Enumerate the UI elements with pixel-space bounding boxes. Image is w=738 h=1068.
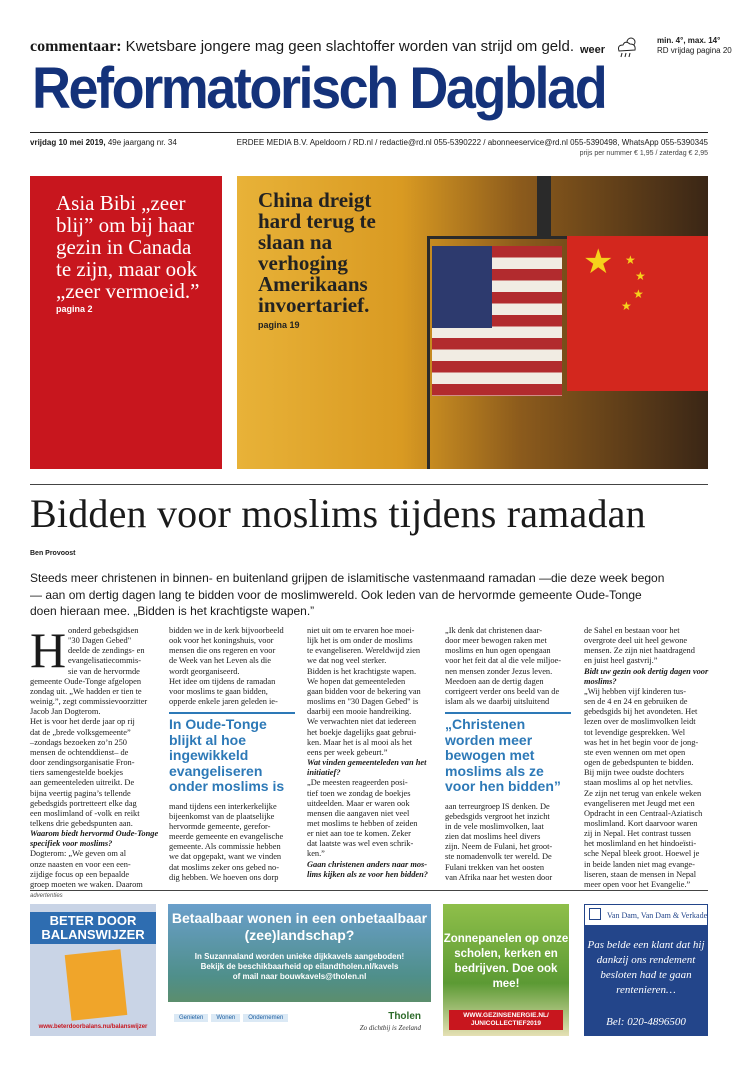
text-line: door zendingsorganisatie Fron- <box>30 758 135 768</box>
text-line: moslims en "30 Dagen Gebed" is <box>307 697 419 707</box>
text-line: onderd gebedsgidsen <box>68 626 139 635</box>
text-line: deelde de zendings- en <box>68 646 145 656</box>
chinese-flag <box>567 236 708 391</box>
text-line: moslimland. Kort daarvoor waren <box>584 818 698 828</box>
text-line: aan gemeenteleden uitreikt. De <box>30 778 135 788</box>
article-headline[interactable]: Bidden voor moslims tijdens ramadan <box>30 491 646 536</box>
text-line: opperde enkele jaren geleden ie- <box>169 697 278 707</box>
text-line: we dat opgepakt, want we vinden <box>169 852 282 862</box>
ad-phone: Bel: 020-4896500 <box>606 1016 686 1028</box>
text-line: gaan bidden voor de bekering van <box>307 686 421 696</box>
text-line: eens per week gebeurt.” <box>307 747 388 757</box>
drop-cap: H <box>30 622 67 678</box>
firm-name <box>584 904 708 926</box>
text-line: ste nomadenvolk ter wereld. De <box>445 852 552 862</box>
article-column-1 <box>30 622 159 890</box>
text-line: We hopen dat gemeenteleden <box>307 676 406 686</box>
flag-stand <box>537 176 551 236</box>
text-line: mand tijdens een interkerkelijke <box>169 801 277 811</box>
text-line: We verwachten niet dat iedereen <box>307 717 417 727</box>
text-line: Het idee om tijdens de ramadan <box>169 676 276 686</box>
text-line: wordt georganiseerd. <box>169 666 240 676</box>
text-line: zij in Nepal. Het contrast tussen <box>584 829 691 839</box>
text-line: gemeente. Als commissie hebben <box>169 842 281 852</box>
pull-quote <box>445 717 561 795</box>
text-line: specifiek voor moslims? <box>30 839 113 849</box>
text-line: „Ik denk dat christenen daar- <box>445 626 543 635</box>
text-line: ken.” <box>307 849 325 859</box>
text-line: zien dat moslims heel divers <box>445 832 541 842</box>
cloud-sun-rain-icon <box>614 36 640 58</box>
text-line: moslims? <box>584 676 617 686</box>
text-line: tief toen we zondag de boekjes <box>307 788 411 798</box>
text-line: het moslimland en het hindoeïsti- <box>584 839 697 849</box>
text-line: Fulani trekken van het oosten <box>445 862 545 872</box>
text-line: dig hebben. We hoeven ons dorp <box>169 872 279 882</box>
text-line: Bij mijn twee oudste dochters <box>584 768 685 778</box>
ad-text: Pas belde een klant dat hij dankzij ons rendement besloten had te gaan rentenieren… <box>587 939 705 996</box>
balanswijzer-ad[interactable] <box>30 904 156 1036</box>
ad-headline: Betaalbaar wonen in een onbetaalbaar (zee)landschap? <box>171 910 428 943</box>
ad-subtext <box>168 952 431 982</box>
text-line: –zondags bezoeken zo’n 250 <box>30 737 127 747</box>
text-line: en juist heel gastvrij.” <box>584 656 658 666</box>
china-teaser[interactable] <box>258 190 418 330</box>
ad-tag: Genieten <box>174 1014 208 1022</box>
publisher-info: ERDEE MEDIA B.V. Apeldoorn / RD.nl / redactie@rd.nl 055-5390222 / abonneeservice@rd.nl 055-5390498, WhatsApp 055-5390345 <box>236 138 708 147</box>
text-line: sche Nepal bleek groot. Hoewel je <box>584 849 700 859</box>
teaser-headline: China dreigt hard terug te slaan na verhoging Amerikaans invoertarief. <box>258 188 376 317</box>
pull-quote <box>169 717 284 795</box>
article-intro: Steeds meer christenen in binnen- en buitenland grijpen de islamitische vastenmaand ramadan —die deze week begon— aan om dertig dagen lang te bidden voor de moslimwereld. Ook leden van de hervormde gemeente Oude-Tonge doen hieraan mee. „Bidden is het krachtigste wapen.” <box>30 571 665 618</box>
text-line: van Afrika naar het westen door <box>445 872 553 882</box>
text-line: zondag uit. „We hadden er tien te <box>30 686 142 696</box>
ad-subtext-line: In Suzannaland worden unieke dijkkavels aangeboden! <box>194 952 405 961</box>
article-column-5 <box>584 626 712 890</box>
text-line: „Wij hebben vijf kinderen tus- <box>584 686 686 696</box>
pull-quote-line: bewogen met <box>445 747 535 763</box>
text-line: was het in het begin voor de jong- <box>584 737 699 747</box>
ad-headline: Zonnepanelen op onze scholen, kerken en bedrijven. Doe ook mee! <box>443 933 569 990</box>
text-line: Ze zijn net terug van enkele weken <box>584 788 702 798</box>
text-line: onze naasten en voor een een- <box>30 859 131 869</box>
text-line: Opdracht in een Centraal-Aziatisch <box>584 808 703 818</box>
pull-quote-line: blijkt al hoe <box>169 731 247 748</box>
text-line: nen mensen zonder Jezus leven. <box>445 666 553 676</box>
teaser-page-ref: pagina 2 <box>56 304 93 314</box>
star-icon: ★ <box>633 287 644 301</box>
us-flag-canton <box>432 246 492 328</box>
weather-temperature: min. 4°, max. 14° <box>657 36 721 45</box>
text-line: uitdeelden. Maar er waren ook <box>307 798 410 808</box>
text-line: daarbij een mooie handreiking. <box>307 707 412 717</box>
text-line: bidden we in de kerk bijvoorbeeld <box>169 626 284 635</box>
text-line: bijna veertig pagina’s tellende <box>30 788 131 798</box>
teaser-page-ref: pagina 19 <box>258 320 300 330</box>
tholen-logo: Tholen <box>388 1011 421 1022</box>
text-line: telkens drie gebedspunten aan. <box>30 818 133 828</box>
text-line: gebedsgids portretteert elke dag <box>30 798 137 808</box>
pull-quote-line: ingewikkeld <box>169 747 249 763</box>
text-line: groep moeten we waken. Daarom <box>30 879 143 889</box>
text-line: we dat nog veel sterker. <box>307 656 387 666</box>
text-line: lims kijken als ze voor hen bidden? <box>307 869 428 879</box>
star-icon: ★ <box>621 299 632 313</box>
text-line: tiers samengestelde boekjes <box>30 768 124 778</box>
text-line: Bidden is het krachtigste wapen. <box>307 666 417 676</box>
text-line: overgrote deel uit heel gewone <box>584 636 688 646</box>
pull-quote-line: evangeliseren <box>169 762 263 779</box>
divider <box>30 132 708 133</box>
text-line: tot levendige gesprekken. Wel <box>584 727 686 737</box>
text-line: Waarom biedt hervormd Oude-Tonge <box>30 829 159 839</box>
text-line: meer open voor het Evangelie.” <box>584 879 691 889</box>
text-line: meerde gemeente en evangelische <box>169 832 284 842</box>
text-line: Wat vinden gemeenteleden van het <box>307 758 427 768</box>
ad-subtext-line: of mail naar bouwkavels@tholen.nl <box>232 972 367 981</box>
text-line: hervormde gemeente, gerefor- <box>169 821 271 831</box>
text-line: "30 Dagen Gebed" <box>68 636 132 646</box>
text-line: liseren, staan de mensen in Nepal <box>584 869 697 879</box>
teaser-label: commentaar: <box>30 38 122 55</box>
book-image <box>65 949 128 1020</box>
weather-label: weer <box>580 44 606 56</box>
text-line: staan moslims al op het netvlies. <box>584 778 693 788</box>
pull-quote-line: onder moslims is <box>169 778 285 794</box>
divider <box>30 484 708 485</box>
price-info: prijs per nummer € 1,95 / zaterdag € 2,95 <box>579 150 708 157</box>
text-line: lezen over de moslimvolken leidt <box>584 717 696 727</box>
firm-name-text: Van Dam, Van Dam & Verkade <box>607 911 708 920</box>
text-line: de Sahel en bestaan voor het <box>584 626 680 635</box>
text-line: aan terreurgroep IS denken. De <box>445 801 550 811</box>
star-icon: ★ <box>625 253 636 267</box>
divider <box>30 890 708 891</box>
text-line: sie van de hervormde <box>68 666 140 676</box>
pull-quote-rule <box>445 712 571 714</box>
issue-volume: 49e jaargang nr. 34 <box>105 138 177 147</box>
text-line: dat laatste was wel even schrik- <box>307 839 414 849</box>
byline: Ben Provoost <box>30 550 76 557</box>
ads-label: advertenties <box>30 893 63 899</box>
text-line: dat de „brede volksgemeente” <box>30 727 131 737</box>
ad-tag: Ondernemen <box>243 1014 288 1022</box>
text-line: in de vele moslimvolken, laat <box>445 821 544 831</box>
text-line: voor moslims te gaan bidden, <box>169 686 268 696</box>
teaser-headline: Asia Bibi „zeer blij” om bij haar gezin in Canada te zijn, maar ook „zeer vermoeid.” <box>56 191 200 303</box>
text-line: niet uit om te ervaren hoe moei- <box>307 626 415 635</box>
text-line: zijn. Neem de Fulani, het groot- <box>445 842 553 852</box>
text-line: bijeenkomst van de plaatselijke <box>169 811 275 821</box>
text-line: evangeliseren met Jeugd met een <box>584 798 695 808</box>
star-icon: ★ <box>583 244 614 281</box>
text-line: lijk het is om onder de moslims <box>307 636 413 646</box>
dateline <box>30 138 177 147</box>
text-line: een moslimland of -volk en reikt <box>30 808 140 818</box>
flag-pole <box>427 238 430 469</box>
issue-date: vrijdag 10 mei 2019, <box>30 138 106 147</box>
text-line: voor het feit dat al die vele miljoe- <box>445 656 562 666</box>
ad-tag: Wonen <box>211 1014 240 1022</box>
vandam-ad[interactable] <box>584 904 708 1036</box>
star-icon: ★ <box>635 269 646 283</box>
text-line: ogen de gebedspunten te bidden. <box>584 758 694 768</box>
text-line: Het is voor het derde jaar op rij <box>30 717 135 727</box>
masthead[interactable]: Reformatorisch Dagblad <box>32 56 606 121</box>
text-line: mensen die aangaven niet veel <box>307 808 410 818</box>
pull-quote-line: worden meer <box>445 731 533 748</box>
asia-bibi-teaser[interactable] <box>30 176 222 469</box>
firm-logo-icon <box>589 908 601 920</box>
text-line: gebedsgids bij het avondeten. Het <box>584 707 698 717</box>
ad-slogan: Zo dichtbij is Zeeland <box>359 1024 421 1032</box>
text-line: door meer bewogen raken met <box>445 636 547 646</box>
text-line: sen de 4 en 24 en gebruiken de <box>584 697 688 707</box>
text-line: zijdige focus op een bepaalde <box>30 869 130 879</box>
text-line: mensen die ons regeren en voor <box>169 646 276 656</box>
ad-headline: BETER DOOR BALANSWIJZER <box>30 912 156 944</box>
us-flag <box>432 246 562 396</box>
text-line: „De meesten reageerden posi- <box>307 778 408 788</box>
ad-url: www.beterdoorbalans.nu/balanswijzer <box>38 1024 148 1030</box>
text-line: corrigeert verder ons beeld van de <box>445 686 560 696</box>
text-line: mensen. Ze zijn niet haatdragend <box>584 646 695 656</box>
teaser-text: Kwetsbare jongere mag geen slachtoffer worden van strijd om geld. <box>121 38 574 55</box>
text-line: evangelisatiecommis- <box>68 656 142 666</box>
text-line: er niet aan toe te komen. Zeker <box>307 829 411 839</box>
text-line: Meedoen aan de dertig dagen <box>445 676 544 686</box>
text-line: mensen de ochtenddienst– de <box>30 747 129 757</box>
text-line: gebedsgids vergroot het inzicht <box>445 811 550 821</box>
gezinsenergie-ad[interactable] <box>443 904 569 1036</box>
pull-quote-rule <box>169 712 295 714</box>
pull-quote-line: moslims als ze <box>445 762 544 779</box>
article-column-3 <box>307 626 435 880</box>
ad-tags <box>174 1014 291 1022</box>
text-line: het boekje dagelijks gaat gebrui- <box>307 727 417 737</box>
text-line: te evangeliseren. Wereldwijd zien <box>307 646 421 656</box>
text-line: initiatief? <box>307 768 341 778</box>
text-line: ook voor het koningshuis, voor <box>169 636 274 646</box>
text-line: de Week van het Leven als die <box>169 656 271 666</box>
pull-quote-line: „Christenen <box>445 716 526 732</box>
text-line: ken. Maar het is al mooi als het <box>307 737 413 747</box>
weather-page-ref: RD vrijdag pagina 20 <box>657 46 732 55</box>
text-line: Dogterom: „We geven om al <box>30 849 127 859</box>
commentary-teaser[interactable] <box>30 38 574 56</box>
text-line: Jacob Jan Dogterom. <box>30 707 101 717</box>
pull-quote-line: In Oude-Tonge <box>169 716 267 732</box>
text-line: islam als we daarbij uitsluitend <box>445 697 550 707</box>
text-line: Gaan christenen anders naar mos- <box>307 859 428 869</box>
tholen-ad[interactable] <box>168 904 431 1036</box>
text-line: moslims en hun ogen opengaan <box>445 646 551 656</box>
text-line: in beide landen niet mag evange- <box>584 859 695 869</box>
ad-url: WWW.GEZINSENERGIE.NL/ JUNICOLLECTIEF2019 <box>449 1010 563 1030</box>
text-line: ste even wennen om met open <box>584 747 686 757</box>
text-line: dat moslims zeker ons gebed no- <box>169 862 280 872</box>
pull-quote-line: voor hen bidden” <box>445 778 561 794</box>
text-line: Bidt uw gezin ook dertig dagen voor <box>584 666 709 676</box>
text-line: gemeente Oude-Tonge afgelopen <box>30 676 142 686</box>
text-line: weinig.”, zegt commissievoorzitter <box>30 697 148 707</box>
ad-subtext-line: Bekijk de beschikbaarheid op eilandtholen.nl/kavels <box>200 962 399 971</box>
text-line: met moslims te hebben of zeiden <box>307 818 418 828</box>
